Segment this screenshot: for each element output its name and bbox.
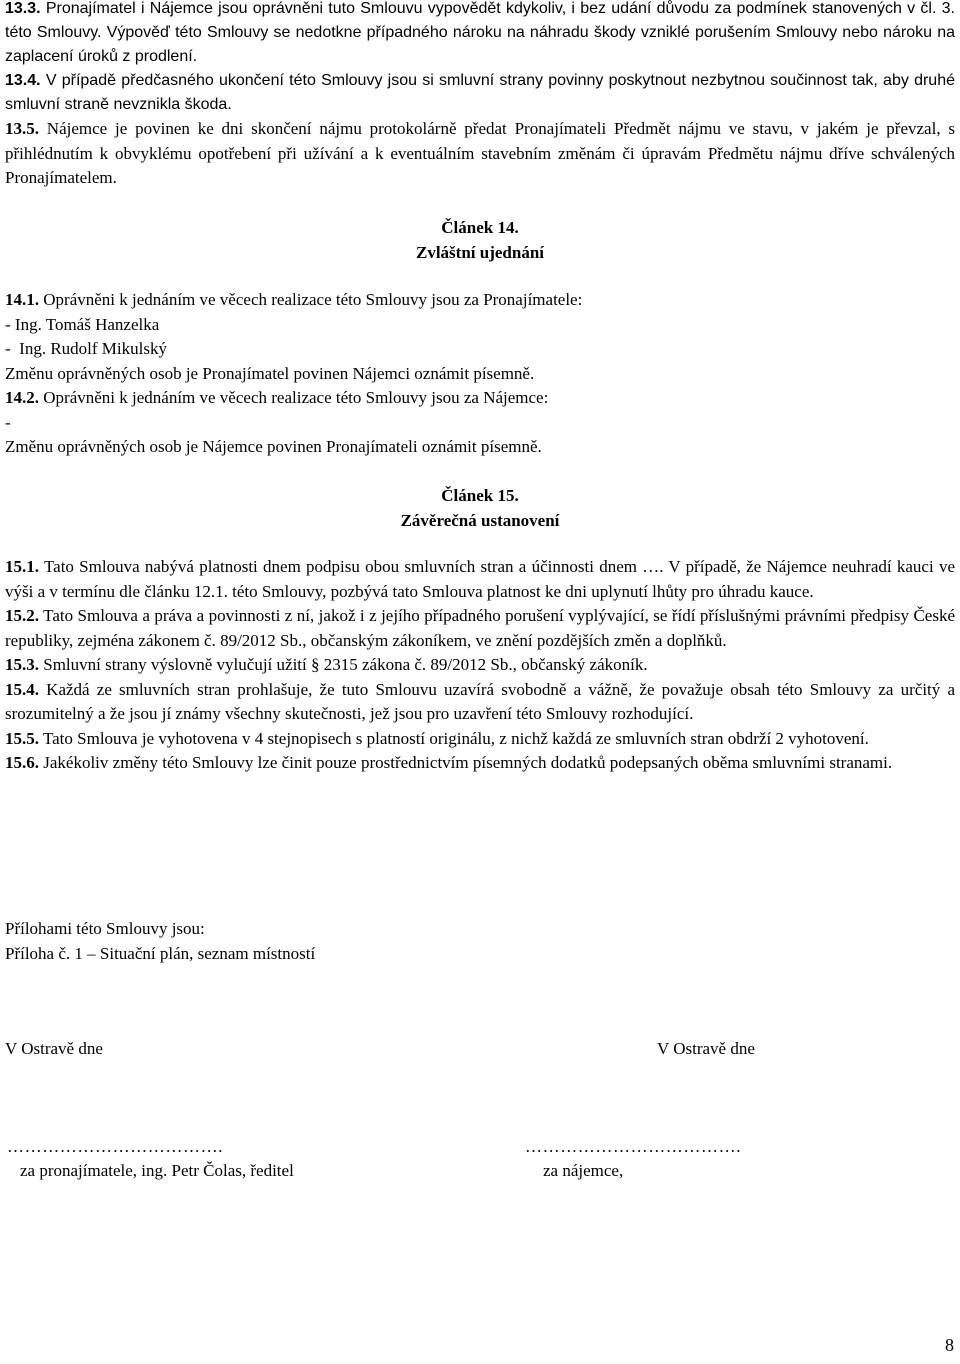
attachments <box>5 917 955 966</box>
authorized-person-1: - Ing. Tomáš Hanzelka <box>5 314 160 334</box>
signature-line-left: ………………………………. <box>7 1137 224 1156</box>
paragraph-number: 14.1. <box>5 290 39 309</box>
paragraph-13-5 <box>5 117 955 191</box>
paragraph-text: Tato Smlouva nabývá platnosti dnem podpisu obou smluvních stran a účinnosti dnem …. V případě, že Nájemce neuhradí kauci ve výši a v termínu dle článku 12.1. této Smlouvy, pozbývá tato Smlouva platnost ke dni uplynutí lhůty pro úhradu kauce. <box>5 557 955 601</box>
paragraph-13-3 <box>5 0 955 69</box>
attachments-intro: Přílohami této Smlouvy jsou: <box>5 919 205 938</box>
article-14-body <box>5 288 955 460</box>
section-13-continuation <box>5 0 955 191</box>
paragraph-number: 15.3. <box>5 655 39 674</box>
paragraph-15-1 <box>5 555 955 604</box>
paragraph-text: V případě předčasného ukončení této Smlouvy jsou si smluvní strany povinny poskytnout nezbytnou součinnost tak, aby druhé smluvní straně nevznikla škoda. <box>5 72 955 113</box>
paragraph-number: 15.1. <box>5 557 39 576</box>
article-14-subtitle: Zvláštní ujednání <box>415 242 544 262</box>
signature-place-left: V Ostravě dne <box>5 1039 103 1058</box>
tenant-person-dash: - <box>5 412 11 432</box>
paragraph-text: Smluvní strany výslovně vylučují užití § 2315 zákona č. 89/2012 Sb., občanský zákoník. <box>39 655 648 674</box>
paragraph-text: Jakékoliv změny této Smlouvy lze činit pouze prostřednictvím písemných dodatků podepsaných oběma smluvními stranami. <box>39 753 893 772</box>
paragraph-number: 14.2. <box>5 388 39 407</box>
page-number: 8 <box>945 1335 954 1355</box>
authorized-person-2: - Ing. Rudolf Mikulský <box>5 339 167 358</box>
change-notice-tenant: Změnu oprávněných osob je Nájemce povinen Pronajímateli oznámit písemně. <box>5 437 542 456</box>
article-15-body <box>5 555 955 776</box>
paragraph-13-4 <box>5 69 955 117</box>
paragraph-number: 13.3. <box>5 0 41 17</box>
paragraph-number: 15.4. <box>5 679 39 699</box>
article-14 <box>5 216 955 265</box>
paragraph-number: 13.5. <box>5 119 39 138</box>
paragraph-number: 13.4. <box>5 72 41 89</box>
paragraph-15-2 <box>5 604 955 653</box>
paragraph-text: Tato Smlouva je vyhotovena v 4 stejnopisech s platností originálu, z nichž každá ze smluvních stran obdrží 2 vyhotovení. <box>39 728 869 748</box>
signature-place-right: V Ostravě dne <box>657 1039 755 1058</box>
paragraph-15-3 <box>5 653 955 678</box>
paragraph-15-6 <box>5 751 955 776</box>
article-15-title: Článek 15. <box>441 486 519 505</box>
paragraph-text: Oprávněni k jednáním ve věcech realizace této Smlouvy jsou za Pronajímatele: <box>39 290 583 309</box>
signature-line-right: ………………………………. <box>525 1137 742 1156</box>
paragraph-text: Oprávněni k jednáním ve věcech realizace této Smlouvy jsou za Nájemce: <box>39 388 549 407</box>
article-15 <box>5 484 955 533</box>
paragraph-15-4 <box>5 678 955 727</box>
paragraph-14-2 <box>5 386 955 411</box>
paragraph-number: 15.6. <box>5 753 39 772</box>
paragraph-number: 15.5. <box>5 728 39 748</box>
attachment-item-1: Příloha č. 1 – Situační plán, seznam místností <box>5 943 316 963</box>
paragraph-14-1 <box>5 288 955 313</box>
signature-label-left: za pronajímatele, ing. Petr Čolas, ředitel <box>20 1161 294 1180</box>
paragraph-text: Každá ze smluvních stran prohlašuje, že tuto Smlouvu uzavírá svobodně a vážně, že považuje obsah této Smlouvy za určitý a srozumitelný a že jsou jí známy všechny skutečnosti, jež jsou pro uzavření této Smlouvy rozhodující. <box>5 679 955 723</box>
change-notice-lessor: Změnu oprávněných osob je Pronajímatel povinen Nájemci oznámit písemně. <box>5 363 535 383</box>
article-14-title: Článek 14. <box>441 218 519 237</box>
article-15-subtitle: Závěrečná ustanovení <box>400 510 560 530</box>
paragraph-text: Nájemce je povinen ke dni skončení nájmu protokolárně předat Pronajímateli Předmět nájmu ve stavu, v jakém je převzal, s přihlédnutím k obvyklému opotřebení při užívání a k eventuálním stavebním změnám či úpravám Předmětu nájmu dříve schválených Pronajímatelem. <box>5 119 955 187</box>
paragraph-number: 15.2. <box>5 606 39 625</box>
paragraph-text: Pronajímatel i Nájemce jsou oprávněni tuto Smlouvu vypovědět kdykoliv, i bez udání důvodu za podmínek stanovených v čl. 3. této Smlouvy. Výpověď této Smlouvy se nedotkne případného nároku na náhradu škody vzniklé porušením Smlouvy nebo nároku na zaplacení úroků z prodlení. <box>5 0 955 65</box>
signature-label-right: za nájemce, <box>543 1161 624 1180</box>
paragraph-15-5 <box>5 727 955 752</box>
paragraph-text: Tato Smlouva a práva a povinnosti z ní, jakož i z jejího případného porušení vyplývající, se řídí příslušnými právními předpisy České republiky, zejména zákonem č. 89/2012 Sb., občanským zákoníkem, ve znění pozdějších změn a doplňků. <box>5 606 955 650</box>
